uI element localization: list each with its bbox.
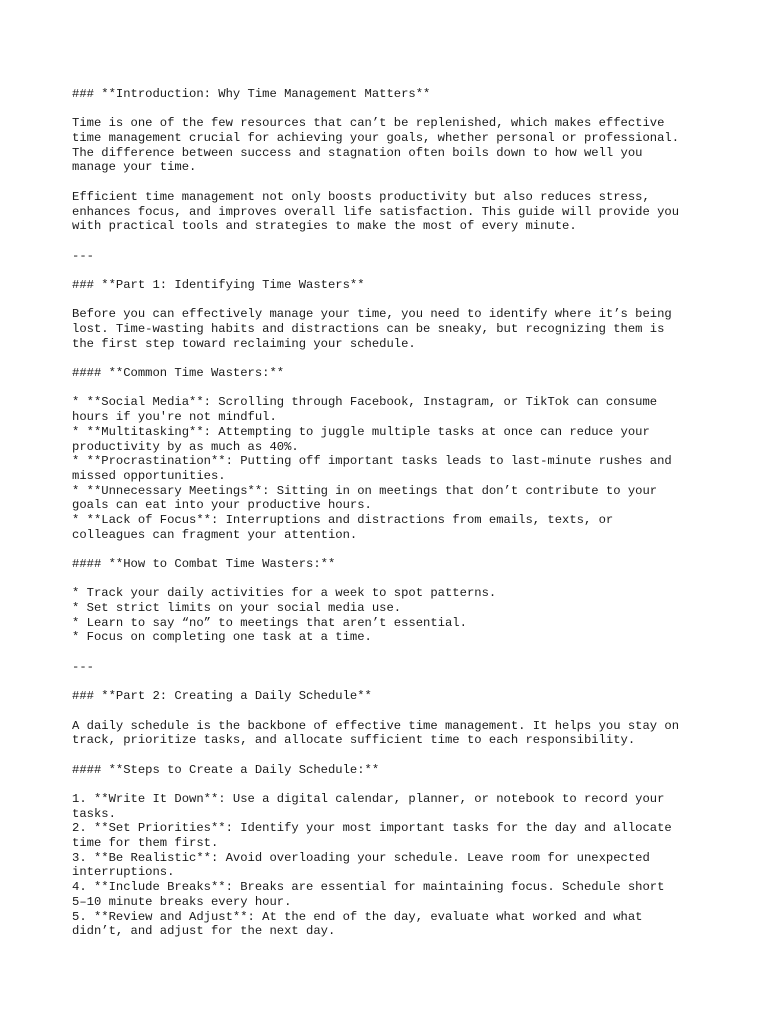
text-line: enhances focus, and improves overall life satisfaction. This guide will provide you xyxy=(72,204,680,219)
separator: --- xyxy=(72,659,94,674)
common-time-wasters-heading: #### **Common Time Wasters:** xyxy=(72,366,285,381)
text-line: the first step toward reclaiming your schedule. xyxy=(72,336,416,351)
intro-paragraph-2 xyxy=(72,190,732,234)
list-item: * **Multitasking**: Attempting to juggle multiple tasks at once can reduce your xyxy=(72,424,650,439)
intro-paragraph-1 xyxy=(72,116,732,175)
text-line: Efficient time management not only boosts productivity but also reduces stress, xyxy=(72,189,650,204)
part1-heading: ### **Part 1: Identifying Time Wasters** xyxy=(72,277,365,292)
part1-paragraph xyxy=(72,307,732,351)
list-item-continuation: colleagues can fragment your attention. xyxy=(72,527,358,542)
list-item-continuation: didn’t, and adjust for the next day. xyxy=(72,924,336,939)
list-item-continuation: missed opportunities. xyxy=(72,468,226,483)
part2-heading: ### **Part 2: Creating a Daily Schedule** xyxy=(72,689,372,704)
list-item-continuation: interruptions. xyxy=(72,865,175,880)
common-time-wasters-list xyxy=(72,395,732,542)
list-item: * **Procrastination**: Putting off important tasks leads to last-minute rushes and xyxy=(72,454,672,469)
text-line: Time is one of the few resources that can’t be replenished, which makes effective xyxy=(72,116,665,131)
list-item: 3. **Be Realistic**: Avoid overloading your schedule. Leave room for unexpected xyxy=(72,850,650,865)
list-item: 2. **Set Priorities**: Identify your most important tasks for the day and allocate xyxy=(72,821,672,836)
text-line: The difference between success and stagnation often boils down to how well you xyxy=(72,145,643,160)
list-item: * **Social Media**: Scrolling through Facebook, Instagram, or TikTok can consume xyxy=(72,395,658,410)
text-line: lost. Time-wasting habits and distractions can be sneaky, but recognizing them is xyxy=(72,322,665,336)
list-item: * Track your daily activities for a week to spot patterns. xyxy=(72,586,497,601)
separator: --- xyxy=(72,248,94,263)
list-item: 4. **Include Breaks**: Breaks are essential for maintaining focus. Schedule short xyxy=(72,880,665,895)
text-line: time management crucial for achieving your goals, whether personal or professional. xyxy=(72,131,680,146)
list-item: * Focus on completing one task at a time. xyxy=(72,630,372,645)
list-item: * **Unnecessary Meetings**: Sitting in on meetings that don’t contribute to your xyxy=(72,483,658,498)
steps-heading: #### **Steps to Create a Daily Schedule:** xyxy=(72,762,380,777)
list-item: * Learn to say “no” to meetings that aren’t essential. xyxy=(72,615,467,630)
text-line: A daily schedule is the backbone of effective time management. It helps you stay on xyxy=(72,718,680,733)
list-item-continuation: tasks. xyxy=(72,806,116,821)
steps-list xyxy=(72,792,732,939)
document-page xyxy=(72,87,732,939)
combat-time-wasters-heading: #### **How to Combat Time Wasters:** xyxy=(72,557,336,571)
list-item: 1. **Write It Down**: Use a digital calendar, planner, or notebook to record your xyxy=(72,792,665,806)
intro-heading: ### **Introduction: Why Time Management Matters** xyxy=(72,87,431,101)
list-item: 5. **Review and Adjust**: At the end of the day, evaluate what worked and what xyxy=(72,909,643,924)
list-item-continuation: hours if you're not mindful. xyxy=(72,410,277,425)
text-line: with practical tools and strategies to make the most of every minute. xyxy=(72,219,577,234)
list-item-continuation: time for them first. xyxy=(72,836,219,851)
combat-time-wasters-list xyxy=(72,586,732,645)
text-line: manage your time. xyxy=(72,160,197,175)
list-item: * **Lack of Focus**: Interruptions and distractions from emails, texts, or xyxy=(72,512,614,527)
text-line: track, prioritize tasks, and allocate sufficient time to each responsibility. xyxy=(72,733,636,748)
text-line: Before you can effectively manage your time, you need to identify where it’s being xyxy=(72,307,672,322)
list-item-continuation: 5–10 minute breaks every hour. xyxy=(72,894,292,909)
list-item-continuation: productivity by as much as 40%. xyxy=(72,439,299,454)
list-item: * Set strict limits on your social media use. xyxy=(72,601,402,616)
part2-paragraph xyxy=(72,719,732,748)
list-item-continuation: goals can eat into your productive hours. xyxy=(72,498,372,513)
